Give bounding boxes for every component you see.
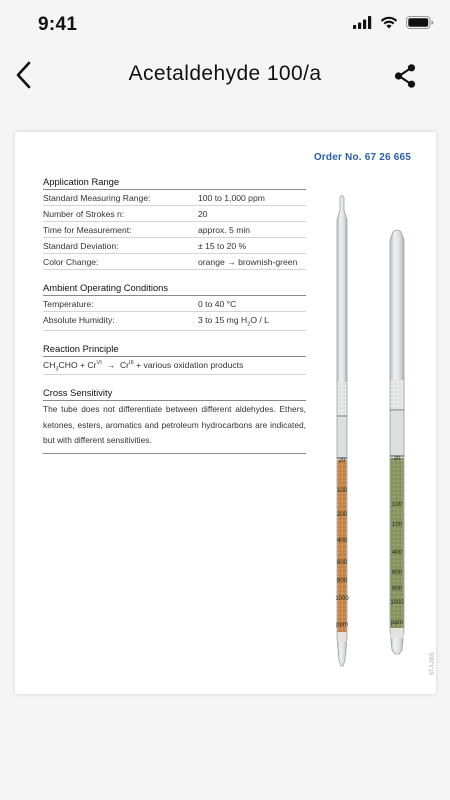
cross-sensitivity-text: The tube does not differentiate between different aldehydes. Ethers, ketones, esters, aromatics and petroleum hydrocarbons are indicated, but with different sensitivities. <box>43 401 306 454</box>
status-time: 9:41 <box>38 14 78 35</box>
sheet-content <box>43 176 306 466</box>
tube-scale-label: 400 <box>336 538 348 544</box>
spec-label: Standard Deviation: <box>43 241 119 251</box>
cellular-signal-icon <box>353 16 372 34</box>
status-icons <box>353 16 434 34</box>
share-icon <box>392 63 418 89</box>
section-title: Cross Sensitivity <box>43 387 306 401</box>
ambient-conditions-section <box>43 282 306 331</box>
tube-scale-label: 100 <box>391 502 403 508</box>
detector-tubes-image <box>315 190 427 690</box>
document-code: ST-3-2001 <box>429 652 435 676</box>
tube-scale-label: 600 <box>391 570 403 576</box>
tube-scale-label: 800 <box>336 578 348 584</box>
spec-label: Temperature: <box>43 299 94 309</box>
tube-scale-label: ppm <box>336 622 348 628</box>
cross-sensitivity-section <box>43 387 306 454</box>
battery-icon <box>406 16 434 34</box>
spec-value: 0 to 40 °C <box>198 299 237 309</box>
spec-label: Number of Strokes n: <box>43 209 125 219</box>
spec-row <box>43 312 306 331</box>
wifi-icon <box>380 16 398 34</box>
tube-scale-label: 100 <box>336 488 348 494</box>
spec-label: Time for Measurement: <box>43 225 132 235</box>
tube-scale-label: 1000 <box>390 600 404 606</box>
spec-row <box>43 206 306 222</box>
section-title: Ambient Operating Conditions <box>43 282 306 296</box>
tube-scale-label: 800 <box>391 586 403 592</box>
tube-scale-label: 600 <box>336 560 348 566</box>
order-number: Order No. 67 26 665 <box>313 152 411 163</box>
spec-value: orange → brownish-green <box>198 257 298 267</box>
application-range-section <box>43 176 306 270</box>
spec-row <box>43 238 306 254</box>
tube-scale-label: 100 <box>391 522 403 528</box>
spec-row <box>43 190 306 206</box>
tube-scale-label: 20 <box>338 458 346 464</box>
spec-label: Color Change: <box>43 257 99 267</box>
spec-value: 20 <box>198 209 208 219</box>
spec-value: approx. 5 min <box>198 225 251 235</box>
section-title: Application Range <box>43 176 306 190</box>
share-button[interactable] <box>390 61 420 91</box>
spec-value: 100 to 1,000 ppm <box>198 193 265 203</box>
page-title: Acetaldehyde 100/a <box>128 62 322 85</box>
tube-scale-label: 1000 <box>335 596 349 602</box>
status-bar <box>0 0 450 50</box>
navigation-bar <box>0 50 450 100</box>
tube-scale-label: 400 <box>391 550 403 556</box>
reaction-equation: $CH_3CHO + Cr^{VI} \to Cr^{III}$ + various oxidation products <box>43 357 306 376</box>
spec-row <box>43 254 306 270</box>
product-data-sheet <box>15 132 436 694</box>
spec-label: Standard Measuring Range: <box>43 193 151 203</box>
spec-value: ± 15 to 20 % <box>198 241 247 251</box>
tube-scale-label: 20 <box>393 456 401 462</box>
spec-value: 3 to 15 mg $H_2O$ / L <box>198 315 269 328</box>
tube-scale-label: 200 <box>336 512 348 518</box>
spec-row <box>43 296 306 312</box>
reaction-principle-section <box>43 343 306 376</box>
tube-scale-label: ppm <box>391 620 403 626</box>
spec-row <box>43 222 306 238</box>
section-title: Reaction Principle <box>43 343 306 357</box>
spec-label: Absolute Humidity: <box>43 315 115 325</box>
